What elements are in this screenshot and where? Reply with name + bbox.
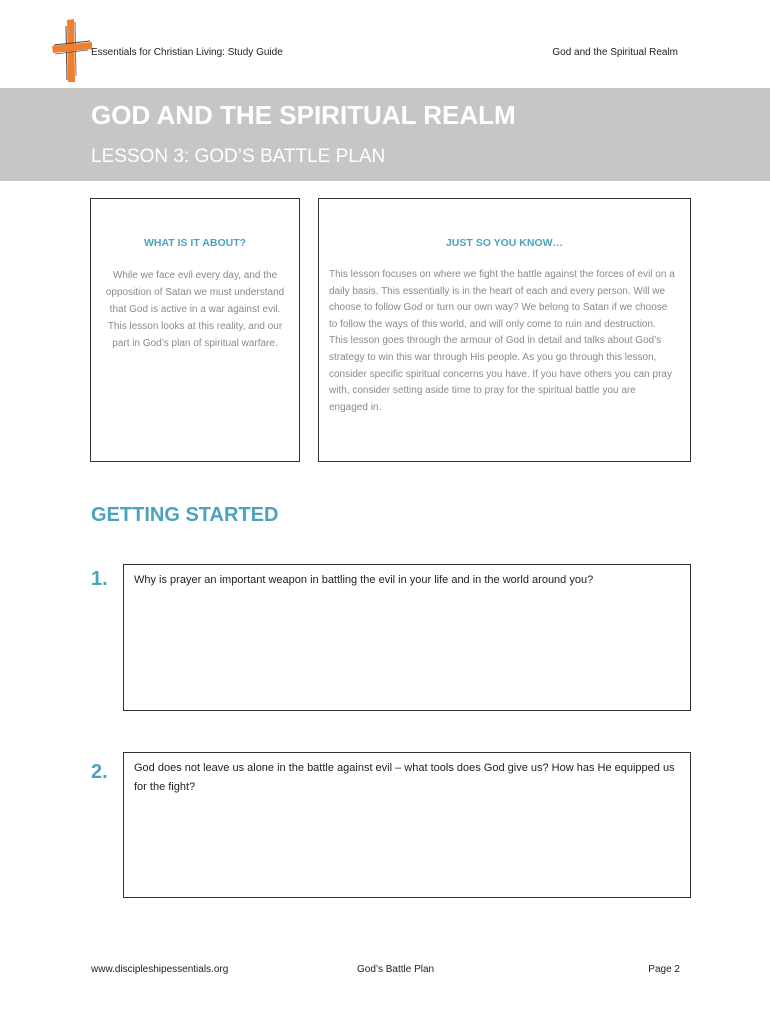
footer-page-number: Page 2 xyxy=(648,964,680,975)
know-text: This lesson focuses on where we fight the battle against the forces of evil on a daily basis. This essentially is in the heart of each and every person. Will we choose to follow God or turn our own way? We belong to Satan if we choose to follow the ways of this world, and will only come to ruin and destruction. This lesson goes through the armour of God in detail and talks about God’s strategy to win this war through His people. As you go through this lesson, consider specific spiritual concerns you have. If you have others you can pray with, consider setting aside time to pray for the spiritual battle you are engaged in. xyxy=(329,269,675,413)
footer-title: God’s Battle Plan xyxy=(357,964,435,975)
lesson-subtitle: LESSON 3: GOD’S BATTLE PLAN xyxy=(91,146,386,167)
section-title: GETTING STARTED xyxy=(91,504,279,526)
question-1-number: 1. xyxy=(91,568,108,590)
know-heading: JUST SO YOU KNOW… xyxy=(445,237,564,249)
question-1-answer-box[interactable] xyxy=(123,564,691,711)
header-left-text: Essentials for Christian Living: Study Guide xyxy=(91,47,283,58)
question-1-text: Why is prayer an important weapon in battling the evil in your life and in the world around you? xyxy=(134,574,594,586)
know-box xyxy=(318,198,691,462)
question-2-answer-box[interactable] xyxy=(123,752,691,898)
title-banner xyxy=(0,88,770,181)
page-title: GOD AND THE SPIRITUAL REALM xyxy=(91,100,516,130)
footer-website: www.discipleshipessentials.org xyxy=(91,964,229,975)
about-box xyxy=(90,198,300,462)
question-2-text: God does not leave us alone in the battle against evil – what tools does God give us? How has He equipped us for the fight? xyxy=(134,762,675,793)
header-right-text: God and the Spiritual Realm xyxy=(552,47,678,58)
cross-logo-icon xyxy=(50,16,94,84)
about-text: While we face evil every day, and the opposition of Satan we must understand that God is active in a war against evil. This lesson looks at this reality, and our part in God’s plan of spiritual warfare. xyxy=(105,270,285,349)
about-heading: WHAT IS IT ABOUT? xyxy=(143,237,247,249)
question-2-number: 2. xyxy=(91,761,108,783)
